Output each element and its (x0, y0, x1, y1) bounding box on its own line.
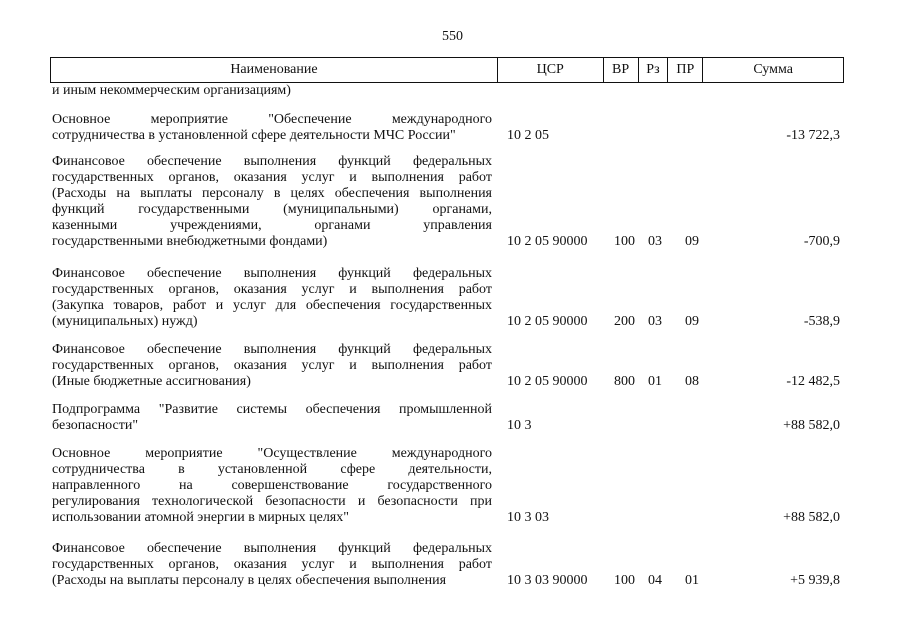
row-description-line: Финансовое обеспечение выполнения функций федеральных (52, 541, 492, 556)
row-csr: 10 2 05 90000 (507, 374, 588, 389)
row-rz: 04 (648, 573, 662, 588)
row-description-line: (Иные бюджетные ассигнования) (52, 374, 251, 389)
row-vr: 100 (614, 573, 635, 588)
row-description (52, 266, 492, 330)
row-description-line: безопасности" (52, 418, 139, 433)
column-header-name: Наименование (51, 58, 498, 82)
row-description (52, 342, 492, 390)
row-sum: +88 582,0 (783, 510, 840, 525)
row-description-line: Основное мероприятие "Обеспечение международного (52, 112, 492, 127)
row-description-line: функций государственными (муниципальными) органами, (52, 202, 492, 217)
row-description-line: государственными внебюджетными фондами) (52, 234, 328, 249)
row-description-line: (муниципальных) нужд) (52, 314, 198, 329)
row-pr: 01 (685, 573, 699, 588)
row-description-line: государственных органов, оказания услуг и выполнения работ (52, 358, 492, 373)
row-sum: -12 482,5 (786, 374, 840, 389)
row-rz: 03 (648, 314, 662, 329)
page-number: 550 (442, 29, 463, 44)
row-csr: 10 3 (507, 418, 532, 433)
row-description-line: государственных органов, оказания услуг и выполнения работ (52, 282, 492, 297)
row-rz: 01 (648, 374, 662, 389)
row-sum: -700,9 (803, 234, 840, 249)
row-description-line: (Расходы на выплаты персоналу в целях обеспечения выполнения (52, 573, 447, 588)
row-description-line: использовании атомной энергии в мирных целях" (52, 510, 349, 525)
row-csr: 10 3 03 90000 (507, 573, 588, 588)
row-description (52, 402, 492, 434)
row-csr: 10 2 05 90000 (507, 234, 588, 249)
row-pr: 09 (685, 234, 699, 249)
row-description-line: Подпрограмма "Развитие системы обеспечения промышленной (52, 402, 492, 417)
column-header-vr: ВР (604, 58, 639, 82)
row-description-line: и иным некоммерческим организациям) (52, 83, 291, 98)
row-sum: -538,9 (803, 314, 840, 329)
row-vr: 200 (614, 314, 635, 329)
row-csr: 10 2 05 (507, 128, 549, 143)
row-description-line: государственных органов, оказания услуг и выполнения работ (52, 557, 492, 572)
column-header-sum: Сумма (753, 62, 793, 77)
row-csr: 10 3 03 (507, 510, 549, 525)
row-rz: 03 (648, 234, 662, 249)
column-header-rz: Рз (639, 58, 669, 82)
row-vr: 800 (614, 374, 635, 389)
row-description-line: Финансовое обеспечение выполнения функций федеральных (52, 154, 492, 169)
row-description-line: (Закупка товаров, работ и услуг для обеспечения государственных (52, 298, 492, 313)
row-description (52, 541, 492, 589)
row-description (52, 446, 492, 526)
row-sum: +5 939,8 (790, 573, 840, 588)
row-description (52, 154, 492, 250)
row-description-line: Финансовое обеспечение выполнения функций федеральных (52, 342, 492, 357)
row-vr: 100 (614, 234, 635, 249)
row-description-line: казенными учреждениями, органами управления (52, 218, 492, 233)
row-sum: +88 582,0 (783, 418, 840, 433)
row-pr: 08 (685, 374, 699, 389)
row-pr: 09 (685, 314, 699, 329)
row-description-line: Финансовое обеспечение выполнения функций федеральных (52, 266, 492, 281)
column-header-csr: ЦСР (498, 58, 604, 82)
row-description-line: (Расходы на выплаты персоналу в целях обеспечения выполнения (52, 186, 492, 201)
row-description-line: регулирования технологической безопасности и безопасности при (52, 494, 492, 509)
row-description (52, 112, 492, 144)
row-description-line: Основное мероприятие "Осуществление международного (52, 446, 492, 461)
row-sum: -13 722,3 (786, 128, 840, 143)
row-description-line: направленного на совершенствование государственного (52, 478, 492, 493)
row-description-line: сотрудничества в установленной сфере деятельности МЧС России" (52, 128, 456, 143)
table-header (50, 57, 844, 83)
row-csr: 10 2 05 90000 (507, 314, 588, 329)
row-description (52, 83, 492, 99)
row-description-line: государственных органов, оказания услуг и выполнения работ (52, 170, 492, 185)
column-header-pr: ПР (668, 58, 703, 82)
row-description-line: сотрудничества в установленной сфере деятельности, (52, 462, 492, 477)
